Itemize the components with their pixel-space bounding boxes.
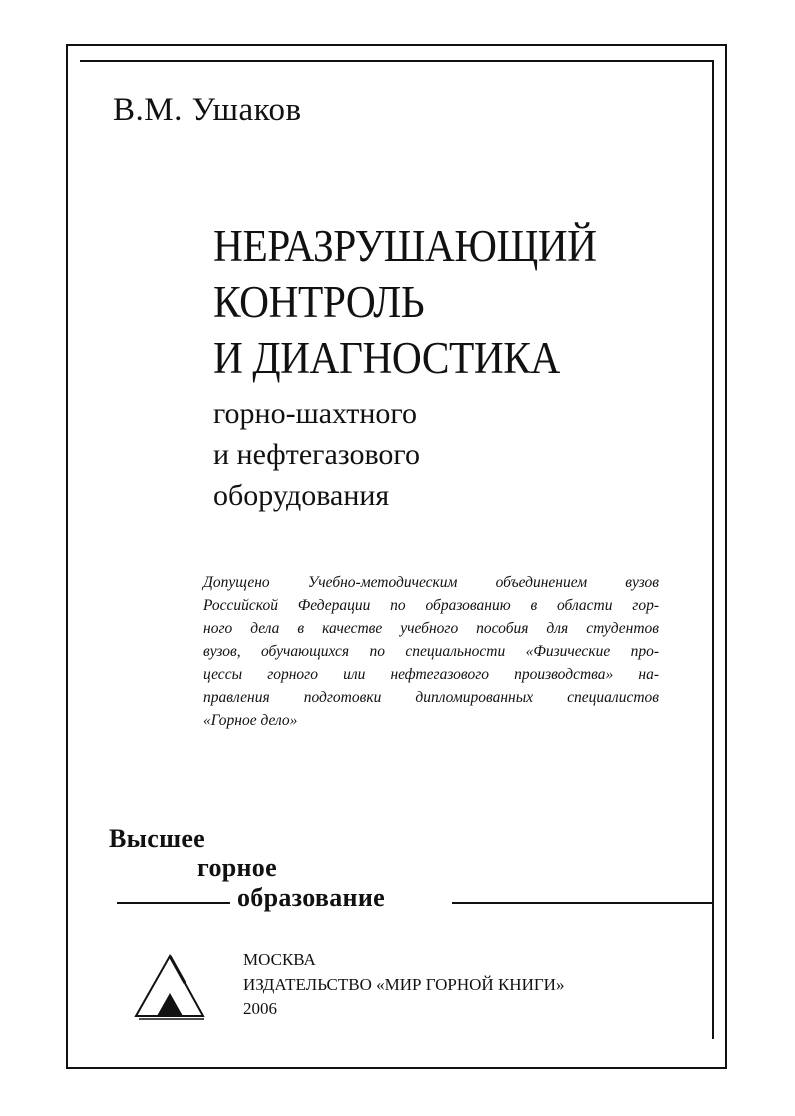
book-subtitle <box>213 393 420 516</box>
approval-statement <box>203 571 659 732</box>
approval-line: вузов, обучающихся по специальности «Физические про- <box>203 643 659 660</box>
approval-line: Допущено Учебно-методическим объединением вузов <box>203 574 659 591</box>
series-rule-right <box>452 902 712 904</box>
approval-line: цессы горного или нефтегазового производства» на- <box>203 666 659 683</box>
publisher-logo-icon <box>133 950 205 1020</box>
cover-frame-inner-right <box>712 60 714 1039</box>
subtitle-line: и нефтегазового <box>213 438 420 471</box>
approval-line: правления подготовки дипломированных специалистов <box>203 689 659 706</box>
title-line: И ДИАГНОСТИКА <box>213 333 560 383</box>
cover-frame-outer <box>66 44 727 1069</box>
title-line: КОНТРОЛЬ <box>213 277 425 327</box>
subtitle-line: горно-шахтного <box>213 397 417 430</box>
series-rule-left <box>117 902 230 904</box>
publisher-city: МОСКВА <box>243 950 316 969</box>
subtitle-line: оборудования <box>213 479 390 512</box>
approval-line: «Горное дело» <box>203 712 298 729</box>
series-word-1: Высшее <box>109 824 206 853</box>
title-line: НЕРАЗРУШАЮЩИЙ <box>213 221 597 271</box>
approval-line: ного дела в качестве учебного пособия для студентов <box>203 620 659 637</box>
author-name: В.М. Ушаков <box>113 92 302 128</box>
cover-frame-inner-top <box>80 60 712 62</box>
series-word-2: горное <box>197 853 277 882</box>
series-word-3: образование <box>237 883 385 912</box>
publisher-name: ИЗДАТЕЛЬСТВО «МИР ГОРНОЙ КНИГИ» <box>243 974 565 994</box>
publisher-imprint <box>243 948 564 1022</box>
publication-year: 2006 <box>243 999 277 1018</box>
approval-line: Российской Федерации по образованию в области гор- <box>203 597 659 614</box>
book-title <box>213 218 597 386</box>
